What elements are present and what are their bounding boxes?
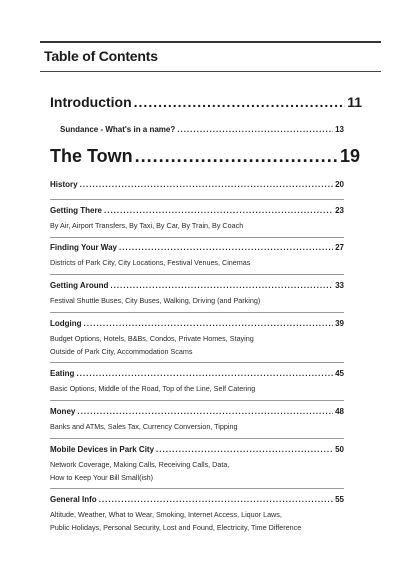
leader-dots — [76, 369, 333, 378]
section-divider — [50, 400, 344, 401]
topics-line: Festival Shuttle Buses, City Buses, Walking, Driving (and Parking) — [50, 296, 261, 305]
topics-line: Public Holidays, Personal Security, Lost and Found, Electricity, Time Difference — [50, 523, 302, 532]
toc-section-finding-your-way[interactable] — [50, 243, 344, 269]
toc-entry-label: Eating — [50, 369, 75, 378]
header-top-rule — [40, 41, 381, 43]
toc-entry-label: Money — [50, 407, 76, 416]
topics-line: Districts of Park City, City Locations, Festival Venues, Cinemas — [50, 258, 251, 267]
section-divider — [50, 237, 344, 238]
toc-entry-page: 11 — [347, 94, 362, 110]
toc-section-mobile-devices[interactable] — [50, 445, 344, 484]
toc-entry-label: Getting There — [50, 206, 103, 215]
toc-section-topics — [50, 382, 344, 395]
leader-dots — [119, 243, 333, 252]
leader-dots — [99, 495, 333, 504]
toc-section-money[interactable] — [50, 407, 344, 433]
section-divider — [50, 438, 344, 439]
toc-section-eating[interactable] — [50, 369, 344, 395]
leader-dots — [84, 319, 334, 328]
topics-line: Outside of Park City, Accommodation Scams — [50, 347, 193, 356]
leader-dots — [135, 146, 338, 167]
section-divider — [50, 362, 344, 363]
topics-line: Altitude, Weather, What to Wear, Smoking, Internet Access, Liquor Laws, — [50, 510, 282, 519]
topics-line: By Air, Airport Transfers, By Taxi, By Car, By Train, By Coach — [50, 221, 244, 230]
topics-line: How to Keep Your Bill Small(ish) — [50, 473, 154, 482]
section-divider — [50, 199, 344, 200]
toc-entry-the-town[interactable] — [50, 146, 360, 167]
toc-entry-label: Sundance - What's in a name? — [60, 125, 176, 134]
leader-dots — [110, 281, 333, 290]
toc-entry-page: 39 — [335, 319, 344, 328]
toc-entry-page: 13 — [335, 125, 344, 134]
leader-dots — [134, 94, 346, 110]
toc-entry-label: Mobile Devices in Park City — [50, 445, 155, 454]
toc-entry-page: 45 — [335, 369, 344, 378]
toc-entry-page: 19 — [339, 146, 360, 166]
toc-entry-label: History — [50, 180, 78, 189]
toc-section-lodging[interactable] — [50, 319, 344, 358]
toc-section-topics — [50, 508, 344, 534]
toc-section-topics — [50, 219, 344, 232]
toc-section-topics — [50, 294, 344, 307]
toc-section-getting-around[interactable] — [50, 281, 344, 307]
toc-entry-page: 20 — [335, 180, 344, 189]
toc-entry-label: Introduction — [50, 94, 132, 110]
topics-line: Basic Options, Middle of the Road, Top of the Line, Self Catering — [50, 384, 256, 393]
toc-entry-sundance[interactable] — [60, 125, 344, 134]
leader-dots — [177, 125, 333, 134]
topics-line: Banks and ATMs, Sales Tax, Currency Conversion, Tipping — [50, 422, 238, 431]
section-divider — [50, 488, 344, 489]
toc-section-getting-there[interactable] — [50, 206, 344, 232]
topics-line: Budget Options, Hotels, B&Bs, Condos, Private Homes, Staying — [50, 334, 254, 343]
toc-section-general-info[interactable] — [50, 495, 344, 534]
toc-entry-label: Lodging — [50, 319, 82, 328]
section-divider — [50, 274, 344, 275]
toc-entry-label: Getting Around — [50, 281, 109, 290]
toc-entry-introduction[interactable] — [50, 94, 362, 110]
leader-dots — [80, 180, 334, 189]
toc-entry-page: 55 — [335, 495, 344, 504]
section-divider — [50, 312, 344, 313]
toc-section-topics — [50, 458, 344, 484]
toc-entry-label: Finding Your Way — [50, 243, 117, 252]
leader-dots — [156, 445, 333, 454]
topics-line: Network Coverage, Making Calls, Receiving Calls, Data, — [50, 460, 230, 469]
leader-dots — [104, 206, 333, 215]
toc-entry-label: The Town — [50, 146, 133, 166]
toc-section-history[interactable] — [50, 180, 344, 189]
toc-section-topics — [50, 332, 344, 358]
toc-entry-page: 33 — [335, 281, 344, 290]
toc-section-topics — [50, 256, 344, 269]
toc-entry-label: General Info — [50, 495, 97, 504]
toc-entry-page: 27 — [335, 243, 344, 252]
header-bottom-rule — [40, 71, 381, 72]
toc-entry-page: 23 — [335, 206, 344, 215]
toc-section-topics — [50, 420, 344, 433]
page-title: Table of Contents — [44, 48, 158, 64]
toc-entry-page: 48 — [335, 407, 344, 416]
leader-dots — [77, 407, 333, 416]
toc-entry-page: 50 — [335, 445, 344, 454]
